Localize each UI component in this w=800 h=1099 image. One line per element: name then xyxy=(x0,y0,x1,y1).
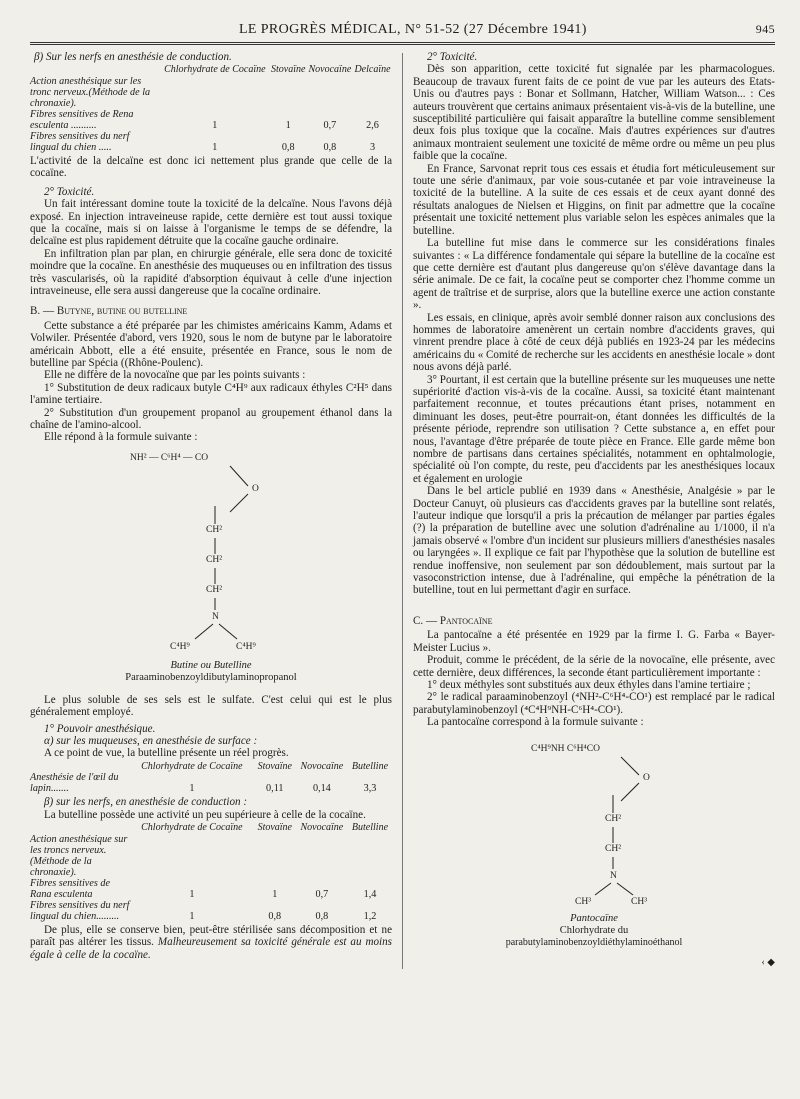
paragraph: Les essais, en clinique, après avoir semblé donner raison aux conclusions des hommes de laboratoire amenèrent un certain nombre d'accidents graves, qui vinrent prendre place à côté de ceux déjà publiés en 1923-24 par les médecins américains du « Comité de recherche sur les accidents en anesthésie locale » dont nous avons déjà parlé. xyxy=(413,311,775,374)
section-heading-b: B. — Butyne, butine ou butelline xyxy=(30,305,188,318)
formula-caption: Butine ou Butelline xyxy=(170,659,252,671)
pantocaine-formula: C⁴H⁹NH C⁶H⁴CO O CH² CH² N CH³ CH³ xyxy=(413,729,775,909)
table-row: Fibres sensitives du nerf lingual du chien......... 1 0,8 0,8 1,2 xyxy=(30,899,377,922)
butelline-formula: NH² — C⁶H⁴ — CO O CH² CH² CH² N C⁴H⁹ C⁴H⁹ xyxy=(30,444,392,654)
col-header: Chlorhydrate de Cocaïne xyxy=(164,64,266,76)
header-rule xyxy=(30,42,775,45)
section-heading-c: C. — Pantocaïne xyxy=(413,614,493,627)
paragraph: La pantocaïne correspond à la formule suivante : xyxy=(427,716,644,729)
paragraph: A ce point de vue, la butelline présente un réel progrès. xyxy=(44,747,289,760)
formula-caption-name: parabutylaminobenzoyldiéthylaminoéthanol xyxy=(505,936,683,948)
col-header: Novocaïne xyxy=(308,64,352,76)
paragraph: 3° Pourtant, il est certain que la butelline présente sur les muqueuses une nette supériorité d'action vis-à-vis de la cocaïne. Aussi, sa toxicité étant maintenant parfaitement reconnue, et toutes précautions étant prises, notamment en diminuant les doses, peut-être pourrait-on, étant données les difficultés de la présente période, reprendre son utilisation ? Cette substance a, en effet pour nous, l'avantage d'être préparée de toute pièce en France. Elle garde même bon nombre de partisans dans certaines spécialités, notamment en ophtalmologie, spécialité où l'on compte, du reste, peu d'accidents par les anesthésiques locaux et également en urologie xyxy=(413,373,775,485)
paragraph: Cette substance a été préparée par les chimistes américains Kamm, Adams et Volwiler. Présentée d'abord, vers 1920, sous le nom de butyne par le laboratoire américain Abbott, elle a été ensuite, présentée en France, sous le nom de butelline par Spécia ((Rhône-Poulenc). xyxy=(30,319,392,369)
subsection-heading: α) sur les muqueuses, en anesthésie de surface : xyxy=(44,735,258,748)
table-row: Action anesthésique sur les tronc nerveux.(Méthode de la chronaxie). xyxy=(30,75,151,109)
formula-bonds xyxy=(30,444,392,654)
subsection-heading: 1° Pouvoir anesthésique. xyxy=(44,722,156,735)
right-column xyxy=(413,51,775,969)
formula-bonds xyxy=(413,729,775,909)
paragraph: 2° Substitution d'un groupement propanol au groupement éthanol dans la chaîne de l'amino-alcool. xyxy=(30,406,392,432)
subsection-heading: 2° Toxicité. xyxy=(427,51,478,63)
table-row: Fibres sensitives de Rena esculenta .......... 1 1 0,7 2,6 xyxy=(30,108,379,131)
table-row: Fibres sensitives du nerf lingual du chien ..... 1 0,8 0,8 3 xyxy=(30,130,376,153)
two-column-body xyxy=(30,51,775,969)
paragraph: En infiltration plan par plan, en chirurgie générale, elle sera donc de toxicité moindre que la cocaïne. En anesthésie des muqueuses ou en infiltration des tissus très vascularisés, où la rapidité d'absorption équivaut à celle d'une injection intraveineuse, elle sera aussi dangereuse que la cocaïne ordinaire. xyxy=(30,247,392,297)
paragraph: La butelline possède une activité un peu supérieure à celle de la cocaïne. xyxy=(44,808,366,821)
paragraph: La pantocaïne a été présentée en 1929 par la firme I. G. Farba « Bayer-Meister Lucius ». xyxy=(413,629,775,654)
table-row: Anesthésie de l'œil du lapin....... 1 0,11 0,14 3,3 xyxy=(30,772,377,795)
paragraph: De plus, elle se conserve bien, peut-être stérilisée sans décomposition et ne paraît pas altérer les tissus. Malheureusement sa toxicité générale est au moins égale à celle de la cocaïne. xyxy=(30,923,392,961)
journal-title: LE PROGRÈS MÉDICAL, N° 51-52 (27 Décembre 1941) xyxy=(238,22,587,37)
paragraph: Un fait intéressant domine toute la toxicité de la delcaïne. Nous l'avons déjà exposé. En injection intraveineuse rapide, cette dernière est tout aussi toxique que la cocaïne, mais si on laisse à l'organisme le temps de se défendre, la delcaïne est plus rapidement détruite que la cocaïne gauche ordinaire. xyxy=(30,198,392,248)
subsection-heading: β) Sur les nerfs en anesthésie de conduction. xyxy=(34,51,232,63)
paragraph: Dans le bel article publié en 1939 dans « Anesthésie, Analgésie » par le Docteur Canuyt, où plusieurs cas d'accidents graves par la butelline sont relatés, l'auteur indique que lorsqu'il a pris la précaution de mélanger par parties égales (?) la préparation de butelline avec une solution d'adrénaline au 1/1000, il n'a jamais observé « l'ombre d'un incident sur plusieurs milliers d'anesthésies nasales ou laryngées ». Il explique ce fait par l'hypothèse que la solution de butelline est rendue inoffensive, non seulement par son dédoublement, mais surtout par la vasoconstriction intense, due à l'adrénaline, qui empêche la pénétration de la butelline, tout en lui permettant d'agir en surface. xyxy=(413,485,775,597)
left-column xyxy=(30,51,392,969)
paragraph: 2° le radical paraaminobenzoyl (⁴NH²-C⁶H⁴-CO¹) est remplacé par le radical parabutylaminobenzoyl (⁴C⁴H⁹NH-C⁶H⁴-CO¹). xyxy=(413,691,775,716)
col-header: Delcaïne xyxy=(354,64,391,76)
end-mark: ‹ ◆ xyxy=(761,956,775,968)
table-row: Fibres sensitives de Rana esculenta 1 1 0,7 1,4 xyxy=(30,877,377,900)
paragraph: En France, Sarvonat reprit tous ces essais et étudia fort méticuleusement sur toute une série d'animaux, par voie sous-cutanée et par voie intraveineuse la toxicité de la butelline. A la suite de ces essais et de ceux ayant donné des résultats analogues de Nielsen et Higgins, on finit par admettre que la cocaïne présentait une toxicité nettement plus variable selon les espèces animales que la butelline. xyxy=(413,162,775,237)
paragraph: Le plus soluble de ses sels est le sulfate. C'est celui qui est le plus généralement employé. xyxy=(30,693,392,719)
paragraph: 1° deux méthyles sont substitués aux deux éthyles dans l'amine tertiaire ; xyxy=(427,678,751,691)
col-header: Stovaïne xyxy=(270,64,306,76)
journal-page xyxy=(30,22,775,969)
column-divider xyxy=(402,53,403,969)
table-delcaine-nerves xyxy=(30,65,392,153)
formula-caption-line: Chlorhydrate du xyxy=(559,924,629,936)
paragraph: Dès son apparition, cette toxicité fut signalée par les pharmacologues. Beaucoup de travaux furent faits de ce point de vue par les auteurs des Etats-Unis ou d'autres pays : Bonar et Sollmann, Hatcher, William Watson... : Ces auteurs trouvèrent que certains animaux présentaient vis-à-vis de la butelline, une susceptibilité particulière qui faisait apparaître la butelline comme sensiblement deux fois plus toxique que la cocaïne. Mais d'autres expériences sur d'autres animaux montraient seulement une toxicité de même ordre ou même un peu plus faible que la cocaïne. xyxy=(413,63,775,163)
page-header xyxy=(30,22,775,41)
formula-caption: Pantocaïne xyxy=(570,912,618,924)
formula-caption-name: Paraaminobenzoyldibutylaminopropanol xyxy=(125,671,297,683)
paragraph: Elle répond à la formule suivante : xyxy=(44,431,198,444)
table-butelline-surface: Chlorhydrate de Cocaïne Stovaïne Novocaïne Butelline Anesthésie de l'œil du lapin....... 1 0,11 0,14 3,3 xyxy=(30,762,392,795)
page-number: 945 xyxy=(755,22,775,36)
paragraph: 1° Substitution de deux radicaux butyle C⁴H⁹ aux radicaux éthyles C²H⁵ dans l'amine tertiaire. xyxy=(30,381,392,407)
paragraph: Elle ne diffère de la novocaïne que par les points suivants : xyxy=(44,369,306,382)
paragraph: Produit, comme le précédent, de la série de la novocaïne, elle présente, avec cette dernière, deux différences, la seconde étant particulièrement importante : xyxy=(413,654,775,679)
paragraph: L'activité de la delcaïne est donc ici nettement plus grande que celle de la cocaïne. xyxy=(30,154,392,180)
table-butelline-nerves: Chlorhydrate de Cocaïne Stovaïne Novocaïne Butelline Action anesthésique sur les troncs nerveux. (Méthode de la chronaxie). Fibres sensitives de Rana esculenta 1 1 0,7 1,4 Fibres sensitives du nerf lingual du chien......... 1 0,8 0,8 1,2 xyxy=(30,823,392,922)
paragraph: La butelline fut mise dans le commerce sur les considérations finales suivantes : « La différence fondamentale qui sépare la butelline de la cocaïne est que cette dernière est d'autant plus dangereuse qu'on s'élève davantage dans la série animale. De ce fait, la cocaïne peut se comporter chez l'homme comme un agent de traîtrise et de surprise, alors que la butelline exerce une action constante ». xyxy=(413,237,775,312)
subsection-heading: β) sur les nerfs, en anesthésie de conduction : xyxy=(44,796,248,809)
subsection-heading: 2° Toxicité. xyxy=(44,185,95,198)
table-row: Action anesthésique sur les troncs nerveux. (Méthode de la chronaxie). xyxy=(30,833,128,878)
